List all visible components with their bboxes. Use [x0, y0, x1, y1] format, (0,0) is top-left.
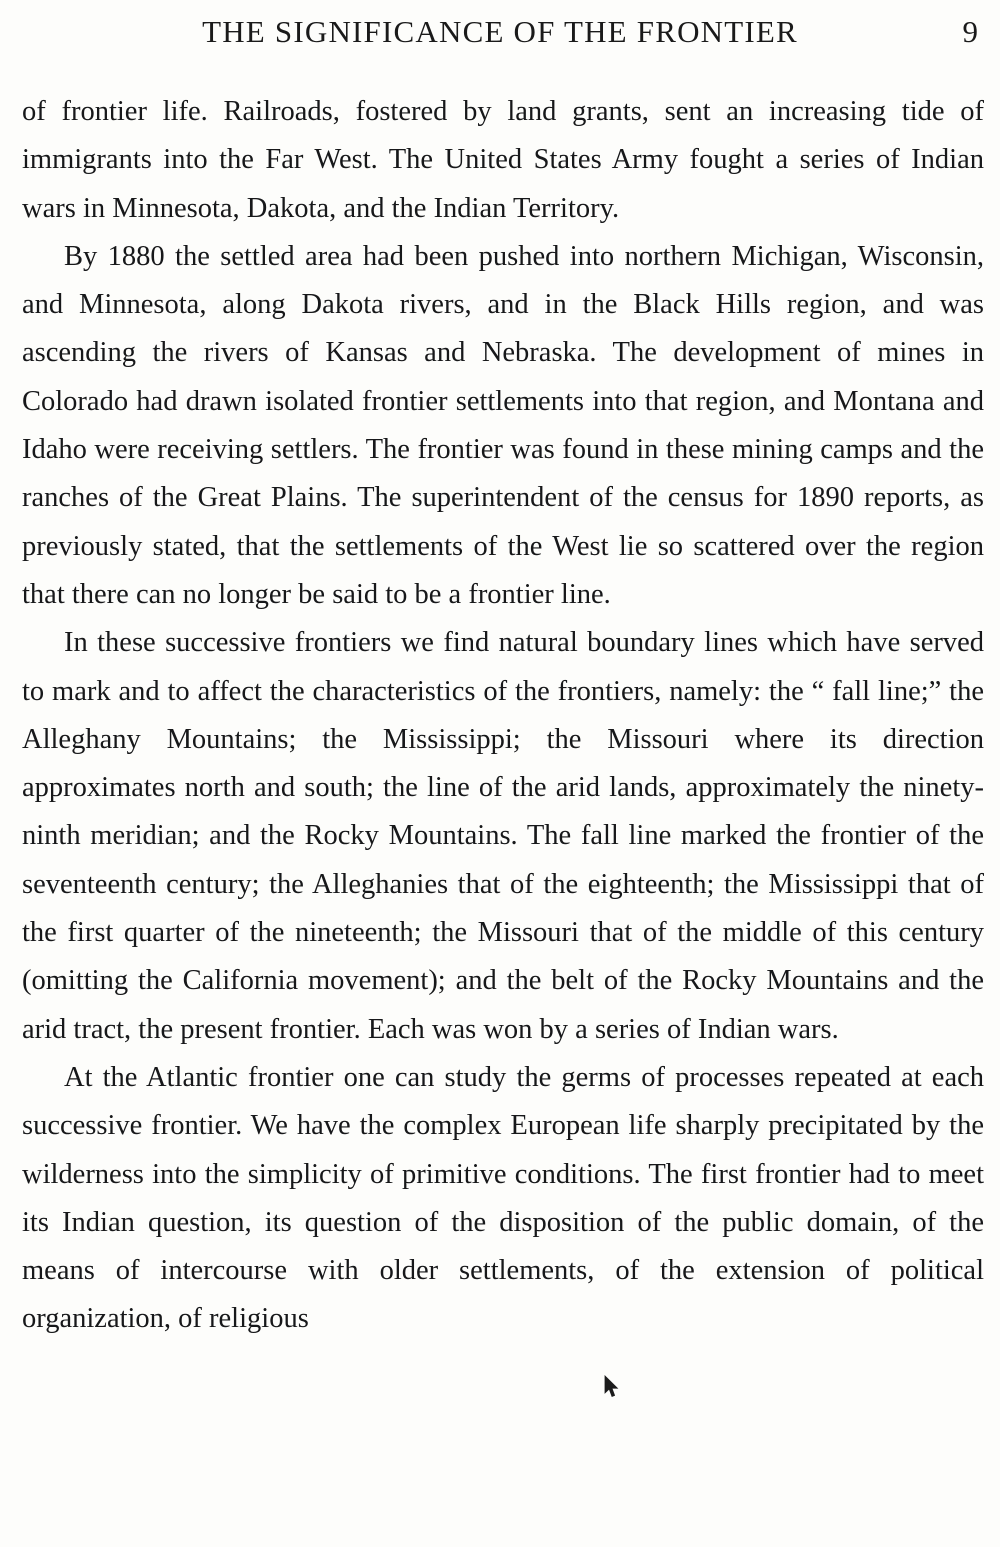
paragraph: of frontier life. Railroads, fostered by land grants, sent an increasing tide of immigrants into the Far West. The United States Army fought a series of Indian wars in Minnesota, Dakota, and the Indian Territory. [22, 96, 984, 224]
page-number: 9 [962, 14, 978, 49]
paragraph: By 1880 the settled area had been pushed into northern Michigan, Wisconsin, and Minnesota, along Dakota rivers, and in the Black Hills region, and was ascending the rivers of Kansas and Nebraska. The development of mines in Colorado had drawn isolated frontier settlements into that region, and Montana and Idaho were receiving settlers. The frontier was found in these mining camps and the ranches of the Great Plains. The superintendent of the census for 1890 reports, as previously stated, that the settlements of the West lie so scattered over the region that there can no longer be said to be a frontier line. [22, 240, 984, 610]
running-head: THE SIGNIFICANCE OF THE FRONTIER [202, 14, 798, 49]
mouse-cursor-icon [604, 1375, 620, 1399]
paragraph: At the Atlantic frontier one can study the germs of processes repeated at each successive frontier. We have the complex European life sharply precipitated by the wilderness into the simplicity of primitive conditions. The first frontier had to meet its Indian question, its question of the disposition of the public domain, of the means of intercourse with older settlements, of the extension of political organization, of religious [22, 1061, 984, 1335]
paragraph: In these successive frontiers we find natural boundary lines which have served to mark and to affect the characteristics of the frontiers, namely: the “ fall line;” the Alleghany Mountains; the Mississippi; the Missouri where its direction approximates north and south; the line of the arid lands, approximately the ninety-ninth meridian; and the Rocky Mountains. The fall line marked the frontier of the seventeenth century; the Alleghanies that of the eighteenth; the Mississippi that of the first quarter of the nineteenth; the Missouri that of the middle of this century (omitting the California movement); and the belt of the Rocky Mountains and the arid tract, the present frontier. Each was won by a series of Indian wars. [22, 627, 984, 1045]
page-body [22, 88, 984, 1344]
page-header [0, 14, 1000, 62]
